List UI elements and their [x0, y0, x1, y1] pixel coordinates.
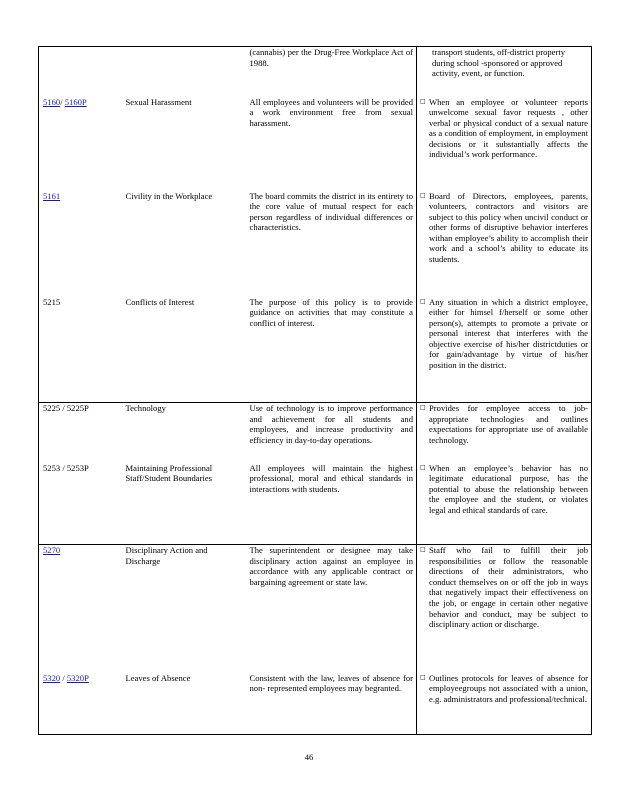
table-row: [39, 97, 592, 191]
policy-summary-cell: □ Outlines protocols for leaves of absence for employeegroups not associated with a union, e.g. administrators and professional/technical.: [417, 673, 592, 735]
policy-title-cell: Conflicts of Interest: [123, 297, 247, 403]
policy-code-link[interactable]: 5161: [43, 190, 61, 201]
policy-summary-cell: □ Board of Directors, employees, parents, volunteers, contractors and visitors are subject to this policy when uncivil conduct or other forms of disruptive behavior interferes withan employee’s ability to accomplish their work and a school’s ability to educate its students.: [417, 191, 592, 297]
policy-code-cell: 5215: [39, 297, 123, 403]
policy-code-link[interactable]: 5320P: [66, 672, 89, 683]
policy-purpose-cell: All employees and volunteers will be provided a work environment free from sexual harassment.: [249, 96, 413, 128]
policy-purpose-cell: The board commits the district in its entirety to the core value of mutual respect for each person regardless of individual differences or characteristics.: [249, 190, 413, 233]
policy-title-cell: Civility in the Workplace: [125, 190, 213, 201]
table-row: [39, 463, 592, 545]
checkbox-bullet-icon: □: [420, 191, 426, 199]
policy-purpose-cell: The superintendent or designee may take disciplinary action against an employee in accordance with any applicable contract or bargaining agreement or state law.: [247, 545, 417, 673]
policy-table: [38, 46, 592, 735]
policy-title-cell: Technology: [125, 403, 166, 413]
policy-summary-cell: □ When an employee or volunteer reports unwelcome sexual favor requests , other verbal or physical conduct of a sexual nature as a condition of employment, in employment decisions or it substantially affects the individual’s work performance.: [417, 97, 592, 191]
policy-code-cell: [39, 97, 123, 191]
table-row: [39, 191, 592, 297]
policy-purpose-cell: The purpose of this policy is to provide guidance on activities that may constitute a conflict of interest.: [247, 297, 417, 403]
policy-code-cell: [39, 673, 123, 735]
policy-summary-cell: □ When an employee’s behavior has no legitimate educational purpose, has the potential to abuse the relationship between the employee and the student, or violates legal and ethical standards of care.: [417, 463, 592, 545]
policy-title-cell: Disciplinary Action and Discharge: [125, 545, 208, 566]
code-separator: /: [60, 96, 65, 107]
policy-purpose-cell: All employees will maintain the highest professional, moral and ethical standards in interactions with students.: [247, 463, 417, 545]
policy-purpose-cell: (cannabis) per the Drug-Free Workplace Act of 1988.: [247, 47, 417, 97]
policy-title-cell: Leaves of Absence: [123, 673, 247, 735]
page-number: 46: [304, 752, 314, 762]
policy-purpose-cell: Consistent with the law, leaves of absence for non- represented employees may begranted.: [247, 673, 417, 735]
policy-summary-cell: □ Any situation in which a district employee, either for himsel f/herself or some other person(s), attempts to promote a private or personal interest that interferes with the objective exercise of his/her districtduties or for gain/advantage by virtue of his/her position in the district.: [417, 297, 592, 403]
policy-code-cell: [39, 47, 123, 97]
checkbox-bullet-icon: □: [420, 404, 426, 411]
table-row: [39, 673, 592, 735]
policy-summary-cell: transport students, off-district property during school -sponsored or approved activity, event, or function.: [417, 47, 592, 97]
checkbox-bullet-icon: □: [420, 673, 426, 681]
policy-title-cell: Sexual Harassment: [125, 96, 192, 107]
checkbox-bullet-icon: □: [420, 97, 426, 105]
policy-purpose-cell: Use of technology is to improve performance and achievement for all students and employees, and increase productivity and efficiency in day-to-day operations.: [247, 403, 417, 463]
code-separator: /: [60, 672, 67, 683]
policy-code-link[interactable]: 5160P: [64, 96, 87, 107]
policy-title-cell: [123, 47, 247, 97]
table-row: [39, 403, 592, 463]
checkbox-bullet-icon: □: [420, 546, 426, 553]
policy-code-link[interactable]: 5270: [43, 545, 61, 555]
policy-code-cell: 5225 / 5225P: [39, 403, 123, 463]
policy-title-cell: Maintaining Professional Staff/Student Boundaries: [123, 463, 247, 545]
table-row: [39, 545, 592, 673]
checkbox-bullet-icon: □: [420, 297, 426, 305]
policy-code-link[interactable]: 5320: [43, 672, 61, 683]
table-row: [39, 297, 592, 403]
policy-summary-cell: □ Provides for employee access to job-appropriate technologies and outlines expectations for appropriate use of available technology.: [417, 403, 592, 463]
policy-code-cell: [39, 191, 123, 297]
policy-code-cell: 5253 / 5253P: [39, 463, 123, 545]
policy-summary-cell: □ Staff who fail to fulfill their job responsibilities or follow the reasonable directions of their administrators, who conduct themselves on or off the job in ways that negatively impact their effectiveness on the job, or engage in certain other negative behavior and conduct, may be subject to disciplinary action or discharge.: [417, 545, 592, 673]
table-row: [39, 47, 592, 97]
checkbox-bullet-icon: □: [420, 463, 426, 471]
policy-code-cell: [39, 545, 123, 673]
policy-code-link[interactable]: 5160: [43, 96, 61, 107]
